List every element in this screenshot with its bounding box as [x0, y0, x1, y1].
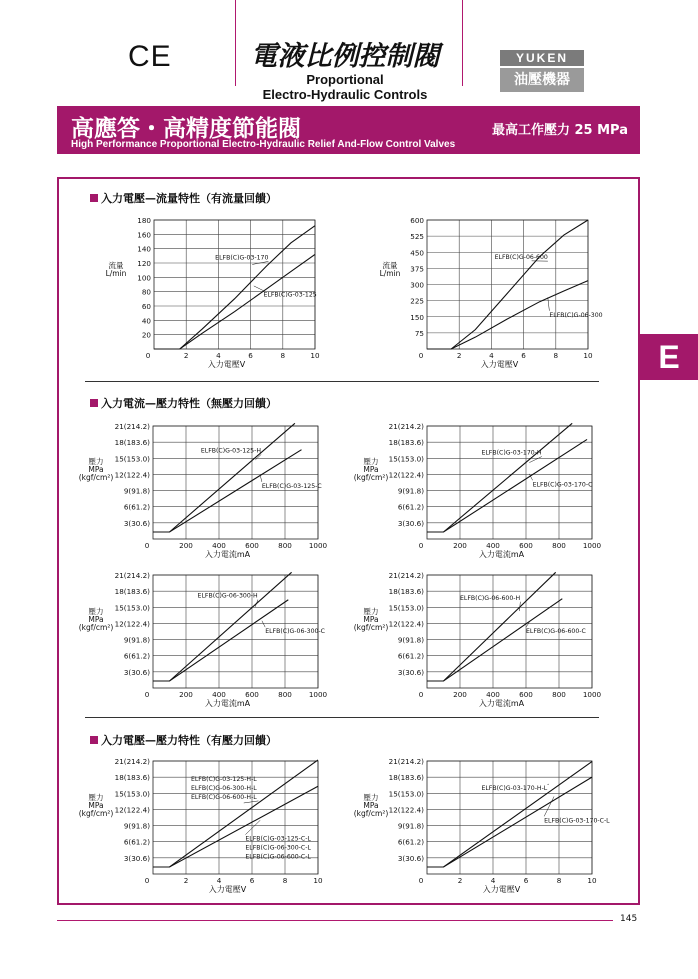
origin-label: 0: [144, 541, 150, 550]
y-tick-label: 12(122.4): [114, 470, 150, 480]
origin-label: 0: [418, 690, 424, 699]
series-label: ELFB(C)G-03-125-C-L: [245, 835, 311, 843]
series-label: ELFB(C)G-06-300-H-L: [190, 784, 257, 792]
y-tick-label: 21(214.2): [388, 757, 424, 766]
y-tick-label: 75: [414, 328, 424, 338]
y-axis-label: 流量: [382, 261, 398, 270]
page-number: 145: [620, 914, 638, 924]
y-tick-label: 600: [410, 216, 424, 225]
y-tick-label: 12(122.4): [388, 470, 424, 480]
series-label: ELFB(C)G-03-125-C: [261, 482, 322, 490]
x-tick-label: 800: [552, 541, 566, 550]
series-label: ELFB(C)G-06-600-C: [526, 628, 586, 636]
y-axis-label: (kgf/cm²): [78, 473, 114, 482]
x-tick-label: 4: [216, 351, 221, 360]
y-tick-label: 9(91.8): [123, 821, 150, 831]
section-title-text: 入力電壓—流量特性（有流量回饋）: [101, 192, 277, 205]
y-tick-label: 18(183.6): [388, 587, 424, 597]
y-tick-label: 12(122.4): [114, 805, 150, 815]
y-tick-label: 140: [137, 244, 151, 254]
banner-subtitle-en: High Performance Proportional Electro-Hydraulic Relief And-Flow Control Valves: [71, 139, 456, 150]
x-tick-label: 4: [216, 876, 222, 885]
x-axis-label: 入力電壓V: [482, 885, 521, 894]
origin-label: 0: [418, 876, 424, 885]
y-tick-label: 180: [137, 216, 151, 225]
series-label: ELFB(C)G-06-600-C-L: [245, 853, 311, 861]
footer-rule: [57, 920, 613, 921]
y-axis-label: MPa: [363, 615, 379, 624]
y-axis-label: L/min: [105, 269, 127, 278]
x-tick-label: 200: [453, 690, 467, 699]
y-tick-label: 6(61.2): [123, 502, 150, 512]
y-tick-label: 120: [137, 259, 151, 268]
y-tick-label: 225: [410, 296, 424, 306]
banner-title-cn: 高應答・高精度節能閥: [71, 116, 301, 142]
y-tick-label: 40: [141, 316, 151, 326]
x-tick-label: 1000: [582, 541, 602, 550]
y-tick-label: 80: [141, 287, 151, 297]
section-tab-e[interactable]: E: [640, 334, 698, 380]
y-tick-label: 6(61.2): [123, 651, 150, 661]
y-tick-label: 375: [410, 264, 424, 274]
page-title-en-line1: Proportional: [306, 72, 384, 87]
ce-mark: CE: [128, 40, 172, 73]
series-label: ELFB(C)G-03-170-H: [481, 449, 542, 457]
x-tick-label: 1000: [582, 690, 602, 699]
x-tick-label: 600: [245, 690, 259, 699]
y-axis-label: (kgf/cm²): [353, 809, 389, 818]
x-tick-label: 2: [456, 351, 462, 360]
y-tick-label: 6(61.2): [123, 837, 150, 847]
x-tick-label: 200: [179, 690, 193, 699]
series-label: ELFB(C)G-03-125-H: [200, 447, 261, 455]
x-tick-label: 6: [249, 876, 255, 885]
x-tick-label: 600: [519, 541, 533, 550]
section-title-text: 入力電流—壓力特性（無壓力回饋）: [101, 397, 277, 410]
x-tick-label: 6: [523, 876, 529, 885]
y-tick-label: 20: [141, 330, 151, 340]
origin-label: 0: [418, 351, 424, 360]
series-label: ELFB(C)G-06-600: [494, 254, 548, 262]
x-axis-label: 入力電壓V: [480, 360, 519, 369]
y-axis-label: MPa: [363, 801, 379, 810]
series-label: ELFB(C)G-06-300-C-L: [245, 844, 311, 852]
origin-label: 0: [145, 351, 151, 360]
banner-pressure: 最高工作壓力 25 MPa: [491, 123, 628, 138]
x-tick-label: 2: [183, 876, 189, 885]
section-title-text: 入力電壓—壓力特性（有壓力回饋）: [101, 734, 277, 747]
y-tick-label: 21(214.2): [114, 757, 150, 766]
y-axis-label: 壓力: [88, 607, 104, 616]
y-tick-label: 3(30.6): [123, 667, 150, 677]
series-label: ELFB(C)G-03-170-H-L: [481, 785, 548, 793]
y-tick-label: 3(30.6): [123, 518, 150, 528]
y-tick-label: 9(91.8): [123, 635, 150, 645]
y-tick-label: 21(214.2): [388, 422, 424, 431]
y-tick-label: 300: [410, 280, 424, 290]
y-tick-label: 21(214.2): [388, 571, 424, 580]
y-tick-label: 525: [410, 232, 424, 242]
x-tick-label: 400: [212, 541, 226, 550]
y-tick-label: 3(30.6): [123, 853, 150, 863]
y-tick-label: 15(153.0): [114, 454, 150, 464]
y-axis-label: MPa: [88, 615, 104, 624]
y-tick-label: 21(214.2): [114, 571, 150, 580]
y-tick-label: 15(153.0): [388, 603, 424, 613]
series-label: ELFB(C)G-03-125-H-L: [190, 775, 257, 783]
y-tick-label: 12(122.4): [114, 619, 150, 629]
origin-label: 0: [144, 876, 150, 885]
x-tick-label: 6: [248, 351, 253, 360]
y-tick-label: 15(153.0): [388, 454, 424, 464]
x-tick-label: 4: [490, 876, 496, 885]
y-tick-label: 9(91.8): [397, 486, 424, 496]
origin-label: 0: [418, 541, 424, 550]
y-tick-label: 18(183.6): [114, 438, 150, 448]
y-tick-label: 150: [410, 312, 424, 322]
series-label: ELFB(C)G-03-170-C: [532, 481, 593, 489]
x-tick-label: 6: [521, 351, 526, 360]
y-axis-label: 壓力: [363, 607, 379, 616]
x-axis-label: 入力電流mA: [478, 699, 525, 708]
series-label: ELFB(C)G-06-300-H: [197, 592, 258, 600]
logo-top: YUKEN: [500, 50, 584, 66]
y-tick-label: 15(153.0): [114, 603, 150, 613]
y-axis-label: (kgf/cm²): [353, 473, 389, 482]
y-axis-label: (kgf/cm²): [78, 809, 114, 818]
page-title-cn: 電液比例控制閥: [250, 41, 440, 72]
y-tick-label: 3(30.6): [397, 667, 424, 677]
x-tick-label: 2: [457, 876, 463, 885]
y-tick-label: 18(183.6): [388, 773, 424, 783]
x-tick-label: 400: [212, 690, 226, 699]
x-axis-label: 入力電流mA: [204, 550, 251, 559]
y-tick-label: 15(153.0): [388, 789, 424, 799]
x-tick-label: 4: [489, 351, 494, 360]
x-tick-label: 8: [553, 351, 559, 360]
y-axis-label: MPa: [88, 465, 104, 474]
y-tick-label: 450: [410, 248, 424, 258]
x-tick-label: 400: [486, 690, 500, 699]
y-axis-label: MPa: [363, 465, 379, 474]
y-tick-label: 18(183.6): [114, 587, 150, 597]
leader-line: [544, 797, 554, 817]
y-tick-label: 60: [141, 302, 151, 311]
y-axis-label: 流量: [108, 261, 124, 270]
x-tick-label: 1000: [308, 541, 328, 550]
x-axis-label: 入力電壓V: [208, 885, 247, 894]
x-tick-label: 200: [453, 541, 467, 550]
origin-label: 0: [144, 690, 150, 699]
x-tick-label: 10: [313, 876, 323, 885]
x-tick-label: 8: [280, 351, 286, 360]
x-tick-label: 800: [552, 690, 566, 699]
y-tick-label: 6(61.2): [397, 651, 424, 661]
series-label: ELFB(C)G-06-300-C: [265, 628, 326, 636]
series-label: ELFB(C)G-06-600-H: [460, 594, 521, 602]
y-tick-label: 9(91.8): [397, 821, 424, 831]
y-axis-label: 壓力: [88, 457, 104, 466]
y-axis-label: 壓力: [363, 457, 379, 466]
y-tick-label: 3(30.6): [397, 853, 424, 863]
series-label: ELFB(C)G-03-170-C-L: [544, 817, 610, 825]
y-tick-label: 18(183.6): [388, 438, 424, 448]
x-tick-label: 10: [583, 351, 593, 360]
y-axis-label: MPa: [88, 801, 104, 810]
y-tick-label: 6(61.2): [397, 502, 424, 512]
x-axis-label: 入力電流mA: [204, 699, 251, 708]
series-label: ELFB(C)G-06-300: [549, 311, 603, 319]
series-label: ELFB(C)G-03-170: [215, 254, 269, 262]
x-tick-label: 10: [310, 351, 320, 360]
y-axis-label: L/min: [379, 269, 401, 278]
y-axis-label: 壓力: [88, 793, 104, 802]
series-label: ELFB(C)G-03-125: [263, 291, 317, 299]
y-tick-label: 160: [137, 230, 151, 240]
y-tick-label: 3(30.6): [397, 518, 424, 528]
y-tick-label: 12(122.4): [388, 805, 424, 815]
y-tick-label: 21(214.2): [114, 422, 150, 431]
x-tick-label: 800: [278, 690, 292, 699]
y-tick-label: 18(183.6): [114, 773, 150, 783]
x-axis-label: 入力電流mA: [478, 550, 525, 559]
page-title-en-line2: Electro-Hydraulic Controls: [262, 87, 428, 102]
y-tick-label: 9(91.8): [397, 635, 424, 645]
y-tick-label: 12(122.4): [388, 619, 424, 629]
y-tick-label: 15(153.0): [114, 789, 150, 799]
logo-bottom: 油壓機器: [500, 68, 584, 92]
series-label: ELFB(C)G-06-600-H-L: [190, 793, 257, 801]
x-tick-label: 8: [282, 876, 288, 885]
x-tick-label: 800: [278, 541, 292, 550]
leader-line: [547, 784, 548, 785]
y-tick-label: 6(61.2): [397, 837, 424, 847]
x-tick-label: 400: [486, 541, 500, 550]
x-tick-label: 1000: [308, 690, 328, 699]
x-tick-label: 2: [183, 351, 189, 360]
x-axis-label: 入力電壓V: [207, 360, 246, 369]
y-axis-label: (kgf/cm²): [78, 623, 114, 632]
x-tick-label: 8: [556, 876, 562, 885]
x-tick-label: 600: [245, 541, 259, 550]
y-axis-label: 壓力: [363, 793, 379, 802]
y-axis-label: (kgf/cm²): [353, 623, 389, 632]
x-tick-label: 600: [519, 690, 533, 699]
y-tick-label: 100: [137, 273, 151, 283]
y-tick-label: 9(91.8): [123, 486, 150, 496]
x-tick-label: 10: [587, 876, 597, 885]
x-tick-label: 200: [179, 541, 193, 550]
